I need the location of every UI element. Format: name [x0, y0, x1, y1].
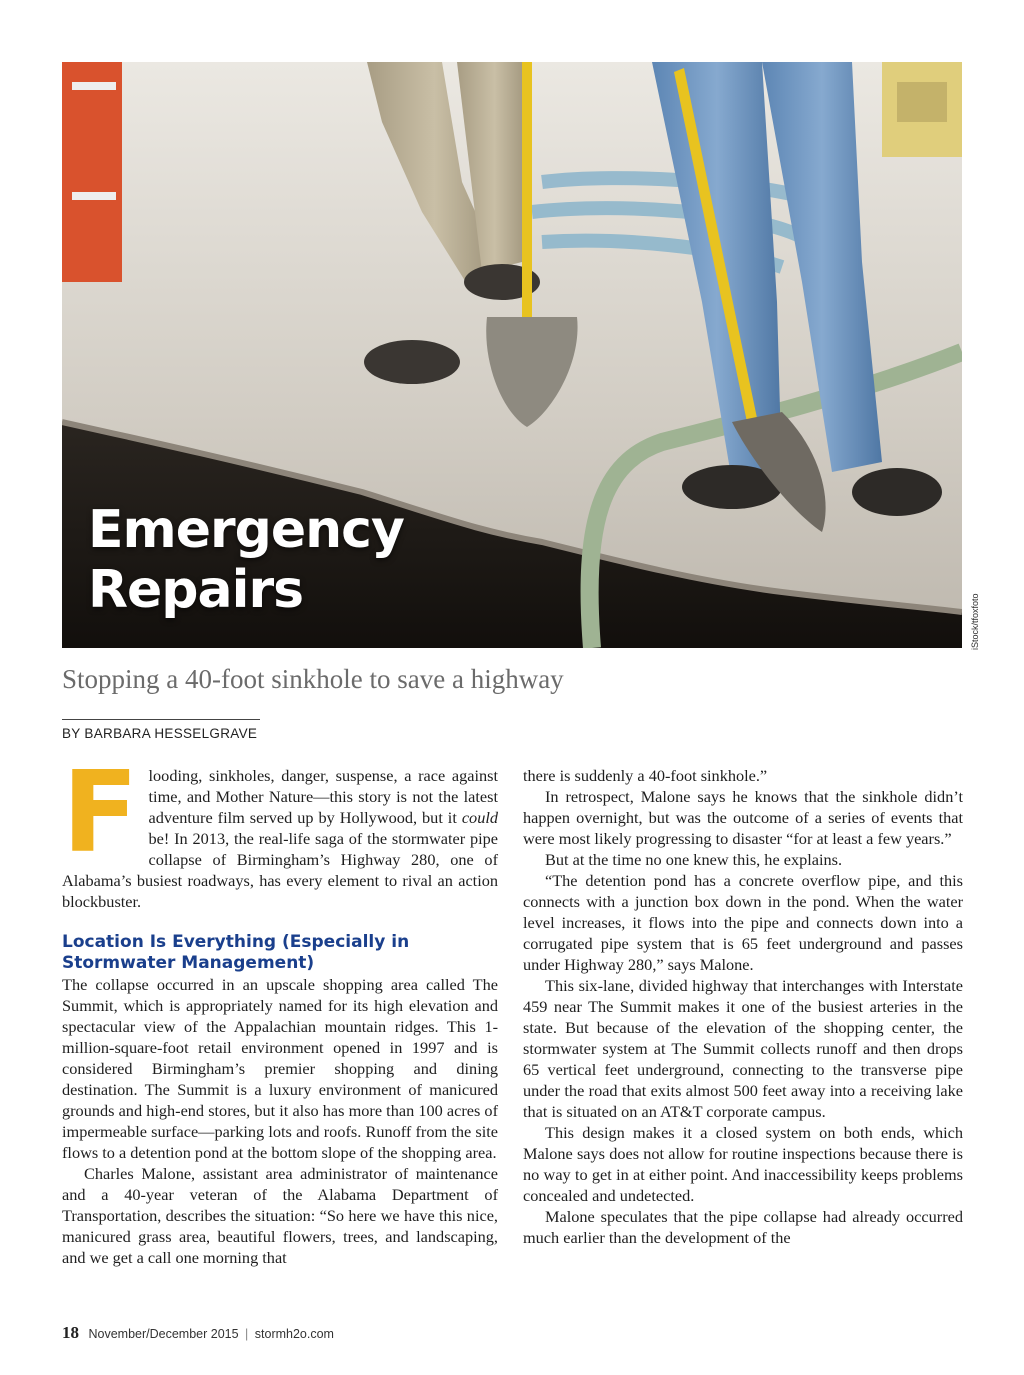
body-paragraph: In retrospect, Malone says he knows that the sinkhole didn’t happen overnight, but was the outcome of a series of events that were most likely progressing to disaster “for at least a few years.”: [523, 787, 963, 848]
byline: BY BARBARA HESSELGRAVE: [62, 726, 258, 741]
intro-text-end: be! In 2013, the real-life saga of the stormwater pipe collapse of Birmingham’s Highway 280, one of Alabama’s busiest roadways, has every element to rival an action blockbuster.: [62, 829, 498, 911]
body-paragraph: This design makes it a closed system on both ends, which Malone says does not allow for routine inspections because there is no way to get in at either point. And inaccessibility keeps problems concealed and undetected.: [523, 1123, 963, 1205]
intro-italic-word: could: [461, 808, 498, 827]
website-link[interactable]: stormh2o.com: [254, 1327, 334, 1341]
body-paragraph: Charles Malone, assistant area administrator of maintenance and a 40-year veteran of the Alabama Department of Transportation, describes the situation: “So here we have this nice, manicured grass area, beautiful flowers, trees, and landscaping, and we get a call one morning that: [62, 1164, 498, 1267]
hero-photo: [62, 62, 962, 648]
article-subtitle: Stopping a 40-foot sinkhole to save a highway: [62, 664, 564, 694]
intro-text-start: looding, sinkholes, danger, suspense, a race against time, and Mother Nature—this story is not the latest adventure film served up by Hollywood, but it: [148, 766, 498, 827]
intro-block: [62, 748, 498, 912]
photo-credit: iStock/tfoxfoto: [970, 593, 980, 650]
body-paragraph: there is suddenly a 40-foot sinkhole.”: [523, 766, 768, 785]
title-line-2: Repairs: [88, 560, 304, 620]
left-column: [62, 748, 498, 1268]
page-footer: [62, 1323, 334, 1343]
body-paragraph: “The detention pond has a concrete overflow pipe, and this connects with a junction box down in the pond. When the water level increases, it flows into the pipe and connects down into a corrugated pipe system that is 65 feet underground and passes under Highway 280,” says Malone.: [523, 871, 963, 974]
footer-separator: |: [245, 1327, 249, 1341]
body-paragraph: Malone speculates that the pipe collapse had already occurred much earlier than the development of the: [523, 1207, 963, 1247]
section-heading: Location Is Everything (Especially in Stormwater Management): [62, 932, 410, 973]
body-paragraph: The collapse occurred in an upscale shopping area called The Summit, which is appropriately named for its high elevation and spectacular view of the Appalachian mountain ridges. This 1-million-square-foot retail environment opened in 1997 and is considered Birmingham’s premier shopping and dining destination. The Summit is a luxury environment of manicured grounds and high-end stores, but it also has more than 100 acres of impermeable surface—parking lots and roofs. Runoff from the site flows to a detention pond at the bottom slope of the shopping area.: [62, 975, 498, 1162]
right-column: [523, 765, 963, 1248]
body-paragraph: But at the time no one knew this, he explains.: [545, 850, 843, 869]
article-title: [88, 500, 404, 620]
body-paragraph: This six-lane, divided highway that interchanges with Interstate 459 near The Summit makes it one of the busiest arteries in the state. But because of the elevation of the shopping center, the stormwater system at The Summit collects runoff and then drops 65 vertical feet underground, connecting to the transverse pipe under the road that exits almost 500 feet away into a receiving lake that is situated on an AT&T corporate campus.: [523, 976, 963, 1121]
page-number: 18: [62, 1323, 79, 1342]
byline-divider: [62, 719, 260, 720]
title-line-1: Emergency: [88, 500, 404, 560]
drop-cap: F: [62, 748, 139, 878]
issue-date: November/December 2015: [88, 1327, 239, 1341]
